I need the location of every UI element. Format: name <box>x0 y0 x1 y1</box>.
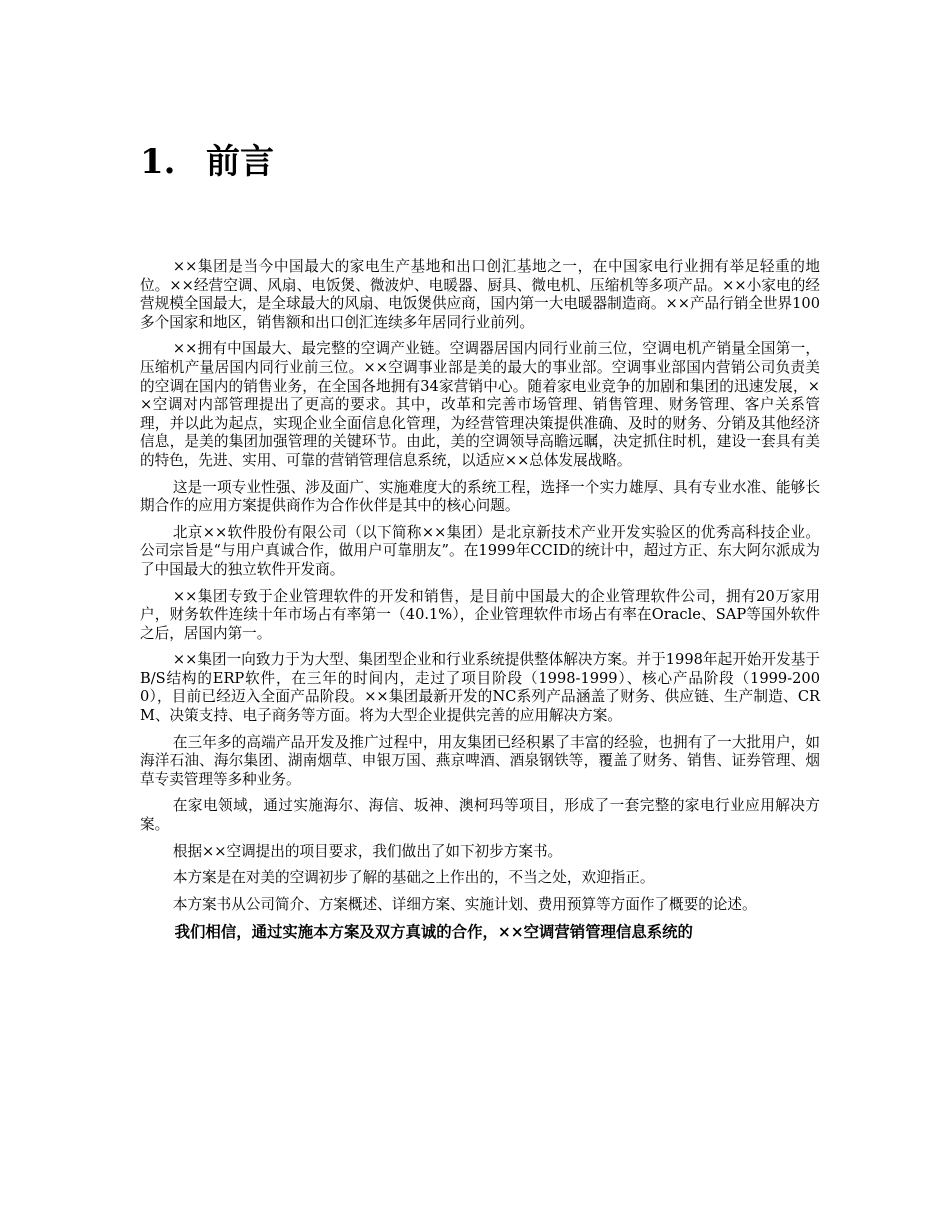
section-number: 1. <box>140 142 176 182</box>
paragraph-proposal-basis: 根据××空调提出的项目要求，我们做出了如下初步方案书。 <box>172 842 563 860</box>
paragraph-appliance-field: 在家电领域，通过实施海尔、海信、坂神、澳柯玛等项目，形成了一套完整的家电行业应用解决方案。 <box>140 797 820 834</box>
body-text <box>140 258 820 950</box>
section-heading <box>140 140 274 184</box>
paragraph-air-conditioning-chain: ××拥有中国最大、最完整的空调产业链。空调器居国内同行业前三位，空调电机产销量全国第一，压缩机产量居国内同行业前三位。××空调事业部是美的最大的事业部。空调事业部国内营销公司负责美的空调在国内的销售业务，在全国各地拥有34家营销中心。随着家电业竞争的加剧和集团的迅速发展，××空调对内部管理提出了更高的要求。其中，改革和完善市场管理、销售管理、财务管理、客户关系管理，并以此为起点，实现企业全面信息化管理，为经营管理决策提供准确、及时的财务、分销及其他经济信息，是美的集团加强管理的关键环节。由此，美的空调领导高瞻远瞩，决定抓住时机，建设一套具有美的特色，先进、实用、可靠的营销管理信息系统，以适应××总体发展战略。 <box>140 340 820 469</box>
paragraph-disclaimer: 本方案是在对美的空调初步了解的基础之上作出的，不当之处，欢迎指正。 <box>172 869 655 887</box>
paragraph-company-overview: ××集团是当今中国最大的家电生产基地和出口创汇基地之一，在中国家电行业拥有举足轻重的地位。××经营空调、风扇、电饭煲、微波炉、电暖器、厨具、微电机、压缩机等多项产品。××小家电的经营规模全国最大，是全球最大的风扇、电饭煲供应商，国内第一大电暖器制造商。××产品行销全世界100多个国家和地区，销售额和出口创汇连续多年居同行业前列。 <box>140 258 820 331</box>
paragraph-solutions: ××集团一向致力于为大型、集团型企业和行业系统提供整体解决方案。并于1998年起开始开发基于B/S结构的ERP软件，在三年的时间内，走过了项目阶段（1998-1999）、核心产品阶段（1999-2000），目前已经迈入全面产品阶段。××集团最新开发的NC系列产品涵盖了财务、供应链、生产制造、CRM、决策支持、电子商务等方面。将为大型企业提供完善的应用解决方案。 <box>140 651 820 725</box>
paragraph-closing-bold: 我们相信，通过实施本方案及双方真诚的合作，××空调营销管理信息系统的 <box>174 923 693 942</box>
section-title: 前言 <box>206 142 274 182</box>
paragraph-experience: 在三年多的高端产品开发及推广过程中，用友集团已经积累了丰富的经验，也拥有了一大批用户，如海洋石油、海尔集团、湖南烟草、申银万国、燕京啤酒、酒泉钢铁等，覆盖了财务、销售、证券管理、烟草专卖管理等多种业务。 <box>140 733 820 788</box>
paragraph-system-engineering: 这是一项专业性强、涉及面广、实施难度大的系统工程，选择一个实力雄厚、具有专业水准、能够长期合作的应用方案提供商作为合作伙伴是其中的核心问题。 <box>140 478 820 515</box>
paragraph-vendor-intro: 北京××软件股份有限公司（以下简称××集团）是北京新技术产业开发实验区的优秀高科技企业。公司宗旨是“与用户真诚合作，做用户可靠朋友”。在1999年CCID的统计中，超过方正、东大阿尔派成为了中国最大的独立软件开发商。 <box>140 523 820 578</box>
paragraph-market-share: ××集团专致于企业管理软件的开发和销售，是目前中国最大的企业管理软件公司，拥有20万家用户，财务软件连续十年市场占有率第一（40.1%），企业管理软件市场占有率在Oracle、SAP等国外软件之后，居国内第一。 <box>140 587 820 642</box>
paragraph-contents-summary: 本方案书从公司简介、方案概述、详细方案、实施计划、费用预算等方面作了概要的论述。 <box>172 895 757 913</box>
